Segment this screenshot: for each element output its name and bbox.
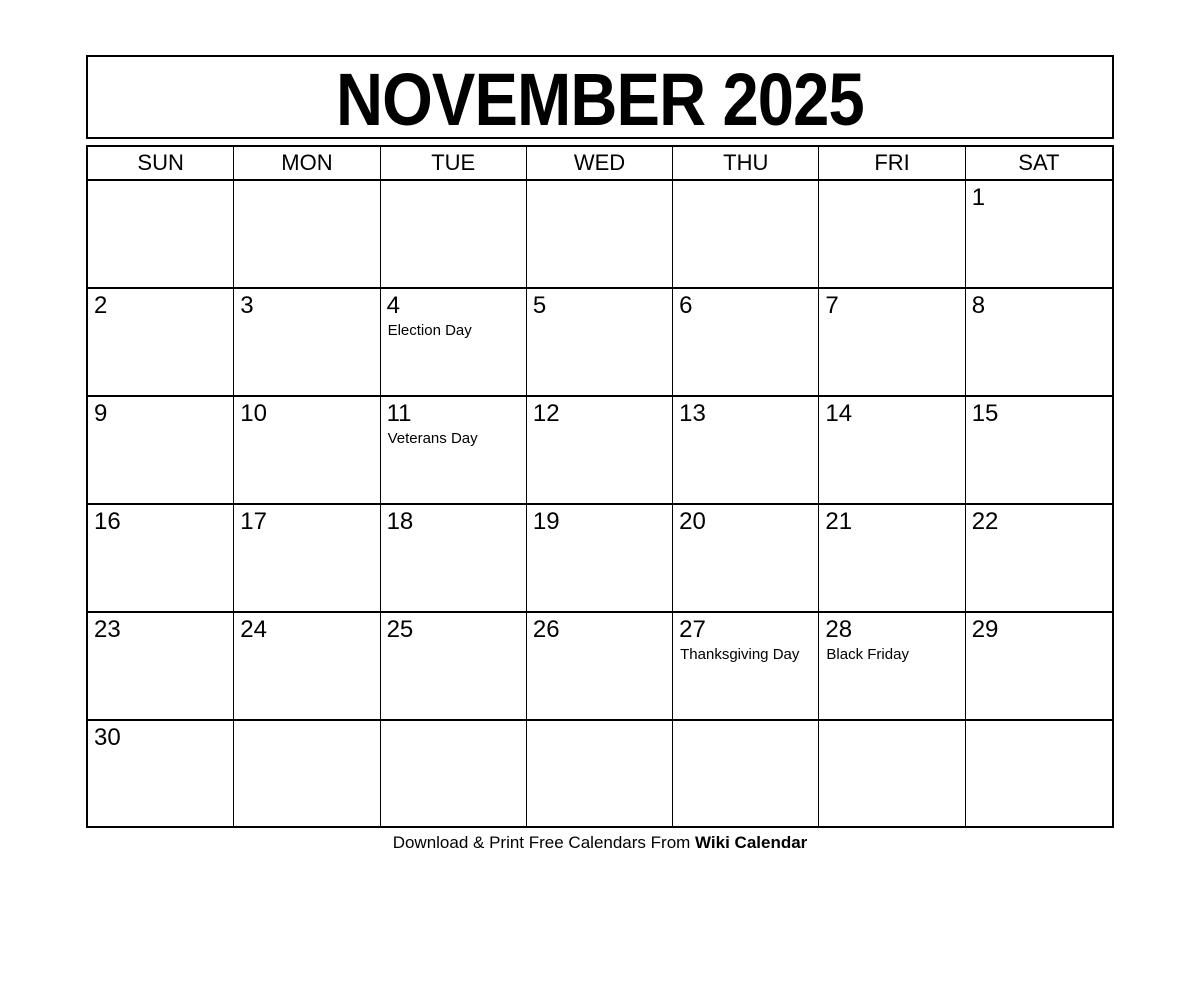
day-cell-4-election-day [381,289,527,397]
holiday-label: Veterans Day [387,430,478,447]
day-cell-9 [88,397,234,505]
day-number: 25 [386,616,414,643]
day-number: 6 [679,292,693,319]
day-cell [966,721,1112,826]
day-cell-14 [819,397,965,505]
day-number: 24 [240,616,267,643]
day-number: 3 [240,292,254,319]
day-number: 15 [971,400,999,427]
day-number: 26 [532,616,560,643]
day-number: 22 [971,508,999,535]
day-cell [673,721,819,826]
day-cell-10 [234,397,380,505]
day-cell-15 [966,397,1112,505]
day-cell [381,181,527,289]
day-cell-26 [527,613,673,721]
day-cell [88,181,234,289]
day-cell [234,181,380,289]
day-cell [673,181,819,289]
holiday-label: Election Day [387,322,472,339]
day-number: 29 [971,616,999,643]
day-cell [234,721,380,826]
day-cell-30 [88,721,234,826]
day-cell-8 [966,289,1112,397]
day-number: 20 [679,508,706,535]
day-cell-24 [234,613,380,721]
weekday-header-wed: WED [527,147,673,181]
day-cell-12 [527,397,673,505]
day-cell [819,181,965,289]
day-cell [381,721,527,826]
holiday-label: Thanksgiving Day [680,646,800,663]
day-cell-28-black-friday [819,613,965,721]
day-cell-3 [234,289,380,397]
day-number: 14 [825,400,853,427]
calendar-grid [86,145,1114,828]
day-number: 27 [679,616,706,643]
day-number: 10 [240,400,267,427]
day-number: 8 [971,292,986,319]
weekday-header-thu: THU [673,147,819,181]
day-cell-19 [527,505,673,613]
day-cell-11-veterans-day [381,397,527,505]
day-number: 11 [386,400,412,427]
day-cell-6 [673,289,819,397]
day-number: 16 [94,508,121,535]
day-cell [527,181,673,289]
day-number: 2 [94,292,108,319]
day-number: 12 [532,400,560,427]
day-number: 5 [532,292,547,319]
holiday-label: Black Friday [826,646,909,663]
day-number: 9 [94,400,108,427]
day-number: 23 [94,616,121,643]
weekday-header-tue: TUE [381,147,527,181]
day-cell-22 [966,505,1112,613]
day-number: 4 [386,292,400,319]
day-cell [527,721,673,826]
day-cell-17 [234,505,380,613]
day-number: 18 [386,508,414,535]
day-number: 7 [825,292,839,319]
weekday-header-sat: SAT [966,147,1112,181]
day-number: 30 [94,724,121,751]
day-cell-1 [966,181,1112,289]
day-cell-27-thanksgiving-day [673,613,819,721]
day-cell-16 [88,505,234,613]
day-cell-23 [88,613,234,721]
calendar-title: NOVEMBER 2025 [336,57,864,141]
calendar-title-box [86,55,1114,139]
weekday-header-sun: SUN [88,147,234,181]
day-number: 17 [240,508,267,535]
day-number: 19 [532,508,560,535]
day-cell-2 [88,289,234,397]
day-cell-18 [381,505,527,613]
day-number: 21 [825,508,853,535]
day-cell-20 [673,505,819,613]
day-number: 28 [825,616,853,643]
calendar [86,55,1114,853]
day-cell-7 [819,289,965,397]
footer-brand-name: Wiki Calendar [695,833,808,852]
footer-credit [86,833,1114,853]
day-number: 13 [679,400,706,427]
footer-credit-text: Download & Print Free Calendars From [392,833,696,852]
weekday-header-mon: MON [234,147,380,181]
day-cell-21 [819,505,965,613]
day-cell [819,721,965,826]
day-cell-5 [527,289,673,397]
day-cell-25 [381,613,527,721]
weekday-header-fri: FRI [819,147,965,181]
day-number: 1 [971,184,986,211]
day-cell-29 [966,613,1112,721]
day-cell-13 [673,397,819,505]
